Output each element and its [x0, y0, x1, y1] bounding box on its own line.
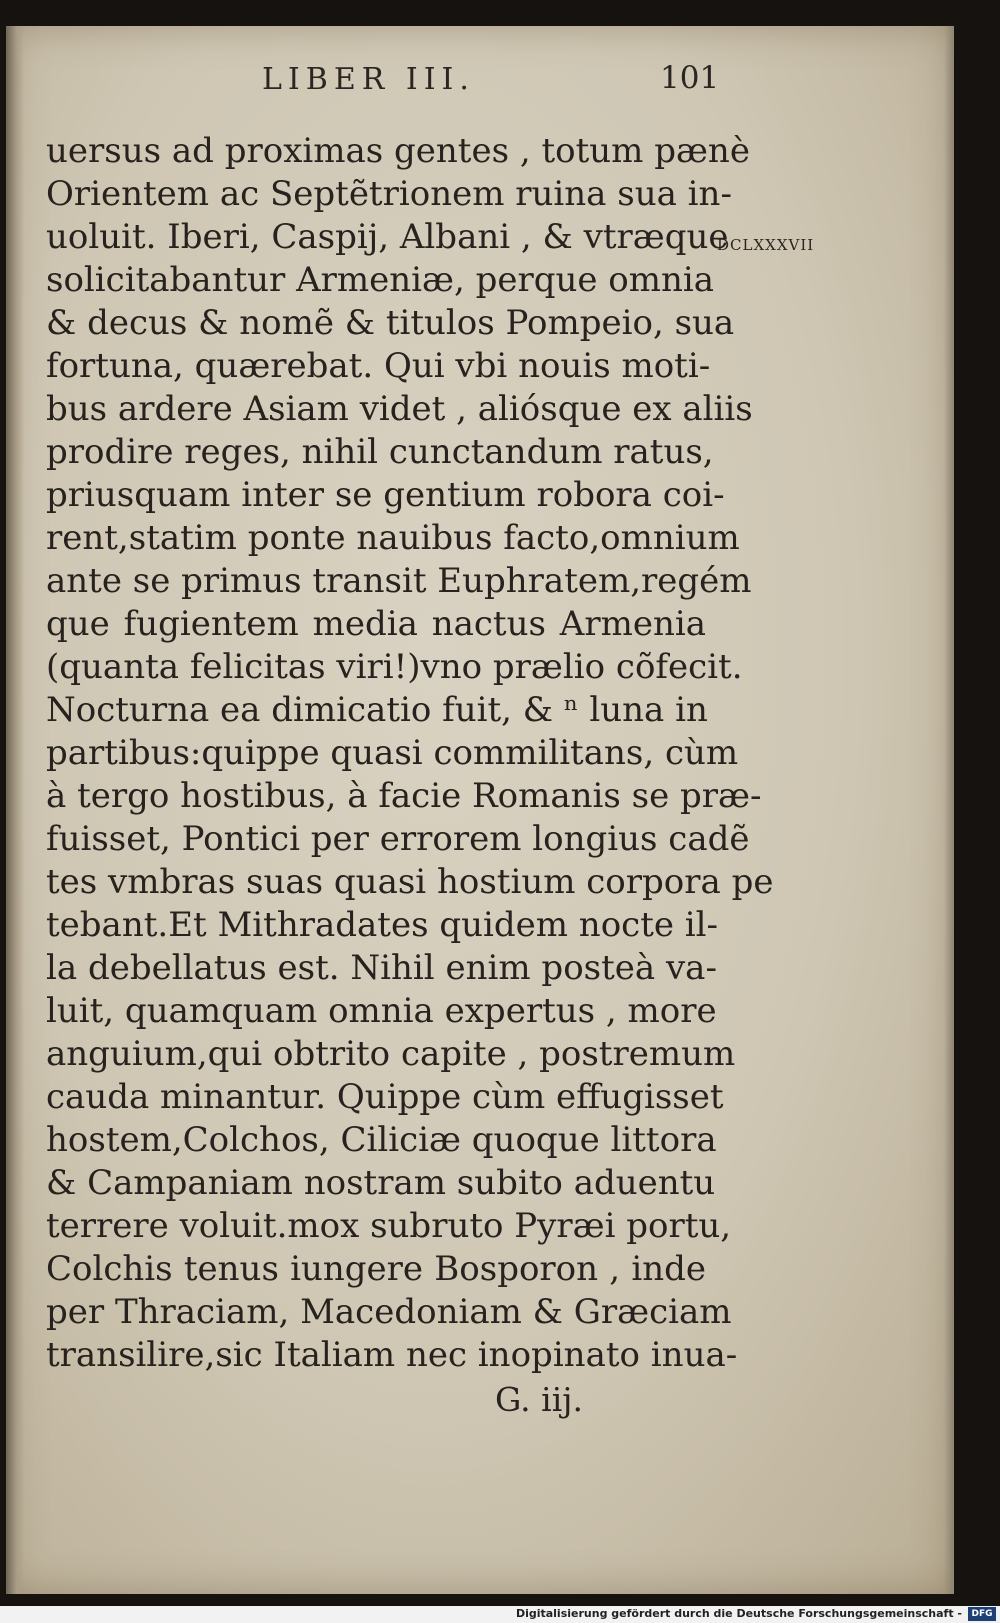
text-line: uersus ad proximas gentes , totum pænè — [46, 131, 750, 171]
dfg-logo: DFG — [968, 1607, 996, 1621]
text-line: tebant.Et Mithradates quidem nocte il- — [46, 905, 719, 945]
text-line: fortuna, quærebat. Qui vbi nouis moti- — [46, 346, 711, 386]
text-line: la debellatus est. Nihil enim posteà va- — [46, 948, 717, 988]
text-line: Orientem ac Septẽtrionem ruina sua in- — [46, 174, 732, 214]
page-number: 101 — [660, 60, 720, 96]
text-line: ante se primus transit Euphratem,regém — [46, 561, 752, 601]
signature-mark: G. iij. — [495, 1380, 583, 1419]
page-gutter-shadow — [6, 26, 24, 1594]
text-line: tes vmbras suas quasi hostium corpora pe — [46, 862, 774, 902]
text-line: bus ardere Asiam videt , aliósque ex aliis — [46, 389, 753, 429]
text-line: fuisset, Pontici per errorem longius cadẽ — [46, 819, 750, 859]
text-line: (quanta felicitas viri!)vno prælio cõfecit. — [46, 647, 743, 687]
text-line: per Thraciam, Macedoniam & Græciam — [46, 1292, 732, 1332]
text-line: solicitabantur Armeniæ, perque omnia — [46, 260, 715, 300]
page-edge-shadow — [944, 26, 954, 1594]
text-line: terrere voluit.mox subruto Pyræi portu, — [46, 1206, 732, 1246]
text-line: hostem,Colchos, Ciliciæ quoque littora — [46, 1120, 717, 1160]
text-line: Colchis tenus iungere Bosporon , inde — [46, 1249, 706, 1289]
marginal-note: DCLXXXVII — [717, 236, 815, 254]
text-line: luit, quamquam omnia expertus , more — [46, 991, 717, 1031]
running-title: LIBER III. — [262, 62, 475, 97]
text-line: partibus:quippe quasi commilitans, cùm — [46, 733, 739, 773]
text-line: & decus & nomẽ & titulos Pompeio, sua — [46, 303, 735, 343]
text-line: & Campaniam nostram subito aduentu — [46, 1163, 716, 1203]
text-line: anguium,qui obtrito capite , postremum — [46, 1034, 736, 1074]
text-line: Nocturna ea dimicatio fuit, & ⁿ luna in — [46, 690, 708, 730]
text-line: que fugientem media nactus Armenia — [46, 604, 706, 644]
text-line: cauda minantur. Quippe cùm effugisset — [46, 1077, 724, 1117]
text-line: prodire reges, nihil cunctandum ratus, — [46, 432, 714, 472]
funding-credit: Digitalisierung gefördert durch die Deutsche Forschungsgemeinschaft - — [515, 1607, 962, 1620]
text-line: rent,statim ponte nauibus facto,omnium — [46, 518, 740, 558]
text-line: transilire,sic Italiam nec inopinato inua- — [46, 1335, 738, 1375]
text-line: uoluit. Iberi, Caspij, Albani , & vtræque — [46, 217, 729, 257]
text-line: priusquam inter se gentium robora coi- — [46, 475, 725, 515]
text-line: à tergo hostibus, à facie Romanis se præ- — [46, 776, 762, 816]
